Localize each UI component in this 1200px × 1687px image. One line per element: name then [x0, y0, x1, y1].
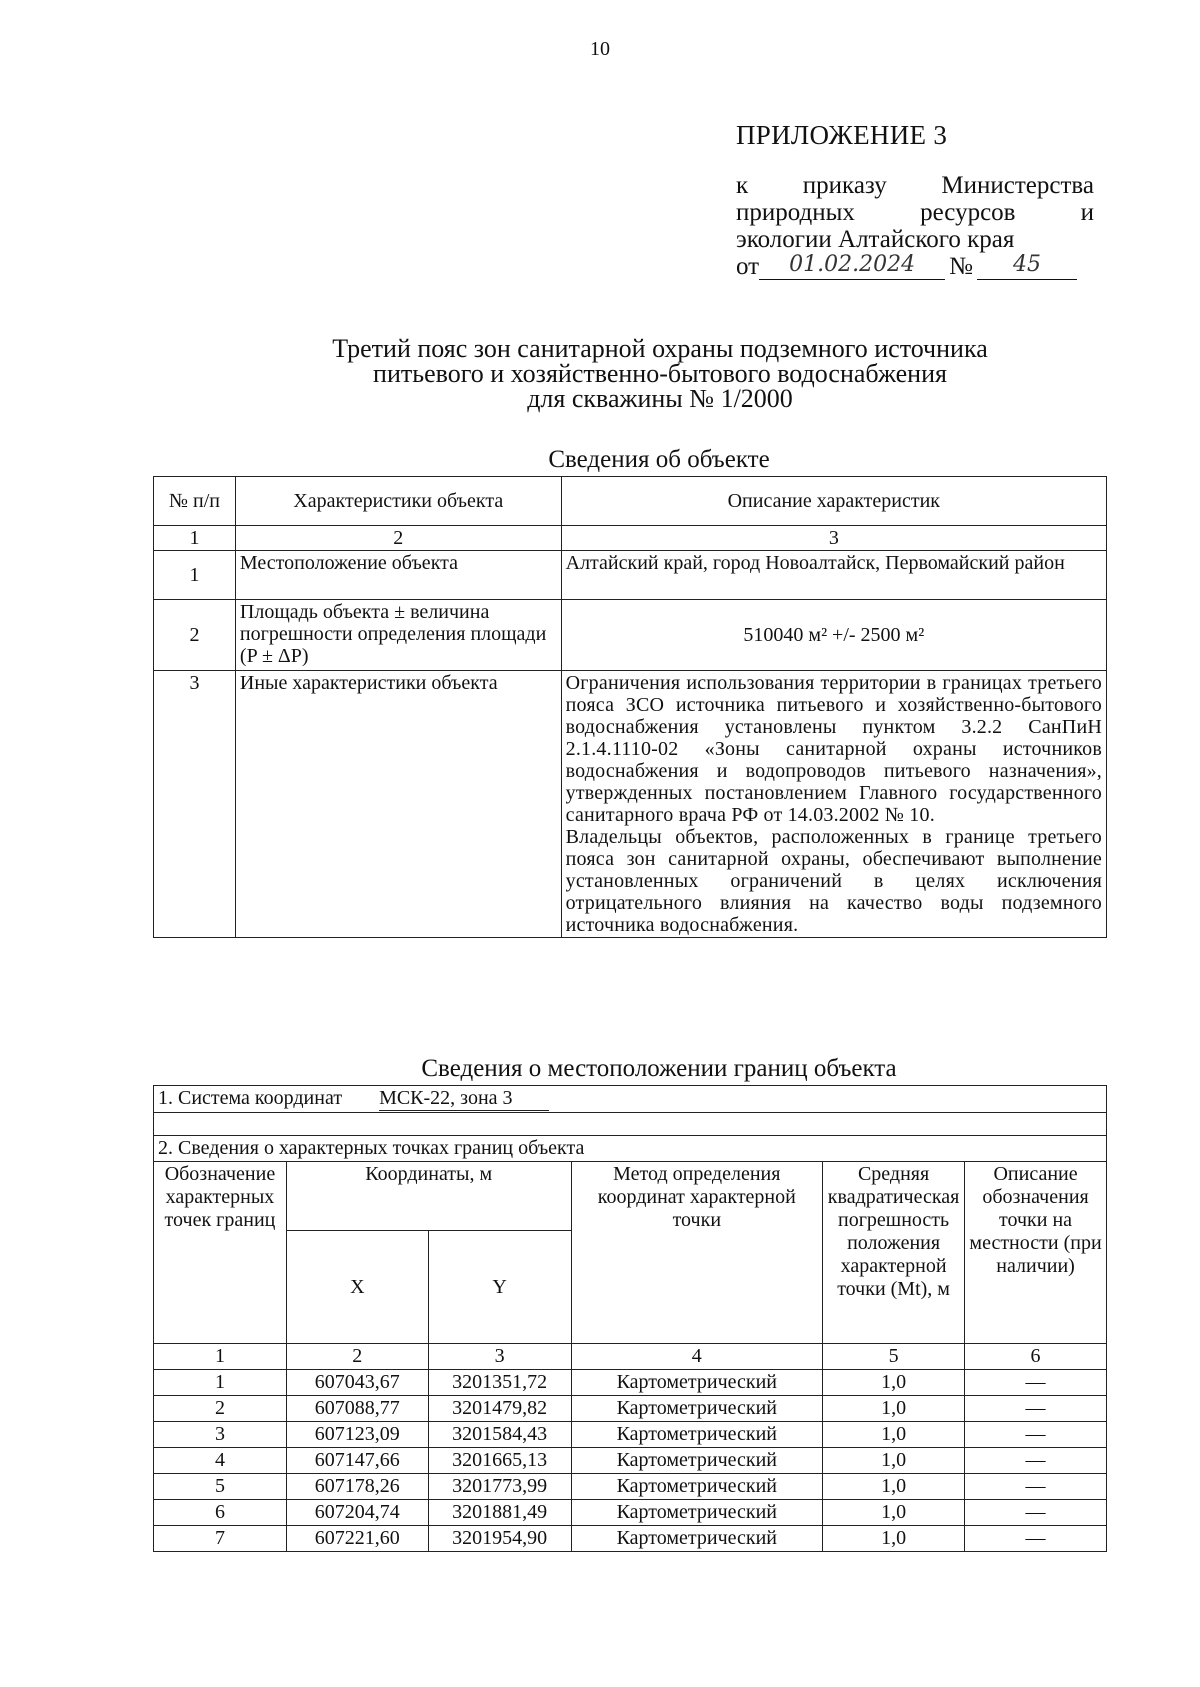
y-coordinate-cell: 3201665,13	[428, 1448, 571, 1474]
appendix-word: приказу	[802, 172, 887, 199]
method-cell: Картометрический	[571, 1396, 823, 1422]
x-coordinate-cell: 607043,67	[286, 1370, 428, 1396]
points-label-row	[154, 1136, 1107, 1162]
number-cell: 5	[823, 1344, 965, 1370]
table-row	[154, 1396, 1107, 1422]
appendix-reference	[736, 172, 1094, 280]
row-number: 3	[154, 671, 236, 938]
description-cell: —	[965, 1422, 1107, 1448]
description-cell: —	[965, 1474, 1107, 1500]
table-number-row	[154, 1344, 1107, 1370]
y-coordinate-cell: 3201479,82	[428, 1396, 571, 1422]
appendix-line-1	[736, 172, 1094, 199]
spacer-cell	[154, 1113, 1107, 1136]
coord-system-label: 1. Система координат	[158, 1087, 343, 1109]
table-header-row	[154, 1162, 1107, 1231]
error-cell: 1,0	[823, 1422, 965, 1448]
number-cell: 4	[571, 1344, 823, 1370]
x-coordinate-cell: 607178,26	[286, 1474, 428, 1500]
table-row	[154, 1500, 1107, 1526]
x-coordinate-cell: 607147,66	[286, 1448, 428, 1474]
description-cell: —	[965, 1396, 1107, 1422]
error-cell: 1,0	[823, 1526, 965, 1552]
document-title-line: питьевого и хозяйственно-бытового водоснабжения	[373, 359, 947, 388]
point-id-cell: 4	[154, 1448, 287, 1474]
appendix-word: природных	[736, 199, 855, 226]
x-coordinate-cell: 607221,60	[286, 1526, 428, 1552]
number-cell: 6	[965, 1344, 1107, 1370]
point-id-cell: 2	[154, 1396, 287, 1422]
row-name: Местоположение объекта	[235, 551, 561, 600]
y-coordinate-cell: 3201351,72	[428, 1370, 571, 1396]
appendix-word: и	[1080, 199, 1094, 226]
point-id-cell: 6	[154, 1500, 287, 1526]
header-cell: X	[286, 1231, 428, 1344]
header-cell: № п/п	[154, 477, 236, 526]
point-id-cell: 5	[154, 1474, 287, 1500]
object-info-title: Сведения об объекте	[548, 446, 770, 473]
number-cell: 1	[154, 526, 236, 551]
table-row	[154, 1370, 1107, 1396]
error-cell: 1,0	[823, 1500, 965, 1526]
location-info-table	[153, 1085, 1107, 1552]
row-description: 510040 м² +/- 2500 м²	[561, 600, 1106, 671]
header-cell: Обозначение характерных точек границ	[154, 1162, 287, 1344]
y-coordinate-cell: 3201881,49	[428, 1500, 571, 1526]
method-cell: Картометрический	[571, 1500, 823, 1526]
header-cell: Описание характеристик	[561, 477, 1106, 526]
date-prefix: от	[736, 253, 760, 280]
points-table-body	[154, 1370, 1107, 1552]
number-cell: 3	[428, 1344, 571, 1370]
header-cell: Координаты, м	[286, 1162, 571, 1231]
description-paragraph: Владельцы объектов, расположенных в границе третьего пояса зон санитарной охраны, обеспечивают выполнение установленных ограничений в целях исключения отрицательного влияния на качество воды подземного источника водоснабжения.	[565, 826, 1102, 936]
appendix-word: Министерства	[941, 172, 1094, 199]
table-row	[154, 1526, 1107, 1552]
description-paragraph: Ограничения использования территории в границах третьего пояса ЗСО источника питьевого и хозяйственно-бытового водоснабжения установлены пунктом 3.2.2 СанПиН 2.1.4.1110-02 «Зоны санитарной охраны источников водоснабжения и водопроводов питьевого назначения», утвержденных постановлением Главного государственного санитарного врача РФ от 14.03.2002 № 10.	[565, 672, 1102, 826]
method-cell: Картометрический	[571, 1370, 823, 1396]
row-number: 1	[154, 551, 236, 600]
row-description: Алтайский край, город Новоалтайск, Первомайский район	[561, 551, 1106, 600]
handwritten-number: 45	[977, 253, 1077, 280]
appendix-line-2	[736, 199, 1094, 226]
x-coordinate-cell: 607088,77	[286, 1396, 428, 1422]
description-cell: —	[965, 1500, 1107, 1526]
header-cell: Средняя квадратическая погрешность положения характерной точки (Mt), м	[823, 1162, 965, 1344]
number-prefix: №	[949, 253, 973, 280]
y-coordinate-cell: 3201584,43	[428, 1422, 571, 1448]
table-row	[154, 1448, 1107, 1474]
header-cell: Метод определения координат характерной точки	[571, 1162, 823, 1344]
y-coordinate-cell: 3201954,90	[428, 1526, 571, 1552]
row-description	[561, 671, 1106, 938]
header-cell: Описание обозначения точки на местности (при наличии)	[965, 1162, 1107, 1344]
points-label-cell: 2. Сведения о характерных точках границ объекта	[154, 1136, 1107, 1162]
description-cell: —	[965, 1370, 1107, 1396]
table-header-row	[154, 477, 1107, 526]
method-cell: Картометрический	[571, 1526, 823, 1552]
table-row	[154, 551, 1107, 600]
error-cell: 1,0	[823, 1448, 965, 1474]
point-id-cell: 1	[154, 1370, 287, 1396]
spacer-row	[154, 1113, 1107, 1136]
object-info-table	[153, 476, 1107, 938]
table-number-row	[154, 526, 1107, 551]
handwritten-date: 01.02.2024	[759, 253, 945, 280]
document-title-line: Третий пояс зон санитарной охраны подземного источника	[332, 334, 988, 363]
error-cell: 1,0	[823, 1474, 965, 1500]
appendix-title: ПРИЛОЖЕНИЕ 3	[736, 120, 948, 150]
row-name: Иные характеристики объекта	[235, 671, 561, 938]
row-name: Площадь объекта ± величина погрешности определения площади (P ± ΔP)	[235, 600, 561, 671]
x-coordinate-cell: 607204,74	[286, 1500, 428, 1526]
coord-system-value: МСК-22, зона 3	[379, 1087, 549, 1111]
appendix-word: ресурсов	[920, 199, 1016, 226]
number-cell: 1	[154, 1344, 287, 1370]
method-cell: Картометрический	[571, 1474, 823, 1500]
error-cell: 1,0	[823, 1396, 965, 1422]
appendix-line-3: экологии Алтайского края	[736, 226, 1015, 253]
appendix-date-line	[736, 253, 1094, 280]
location-info-title: Сведения о местоположении границ объекта	[421, 1055, 897, 1082]
page-number: 10	[590, 38, 610, 60]
description-cell: —	[965, 1448, 1107, 1474]
table-row	[154, 600, 1107, 671]
description-cell: —	[965, 1526, 1107, 1552]
coord-system-row	[154, 1086, 1107, 1113]
number-cell: 2	[235, 526, 561, 551]
appendix-word: к	[736, 172, 749, 199]
error-cell: 1,0	[823, 1370, 965, 1396]
number-cell: 2	[286, 1344, 428, 1370]
row-number: 2	[154, 600, 236, 671]
coord-system-cell	[154, 1086, 1107, 1113]
y-coordinate-cell: 3201773,99	[428, 1474, 571, 1500]
header-cell: Характеристики объекта	[235, 477, 561, 526]
number-cell: 3	[561, 526, 1106, 551]
header-cell: Y	[428, 1231, 571, 1344]
table-row	[154, 1474, 1107, 1500]
point-id-cell: 7	[154, 1526, 287, 1552]
table-row	[154, 1422, 1107, 1448]
point-id-cell: 3	[154, 1422, 287, 1448]
method-cell: Картометрический	[571, 1448, 823, 1474]
table-row	[154, 671, 1107, 938]
x-coordinate-cell: 607123,09	[286, 1422, 428, 1448]
method-cell: Картометрический	[571, 1422, 823, 1448]
document-title	[0, 336, 1200, 411]
document-title-line: для скважины № 1/2000	[527, 384, 793, 413]
